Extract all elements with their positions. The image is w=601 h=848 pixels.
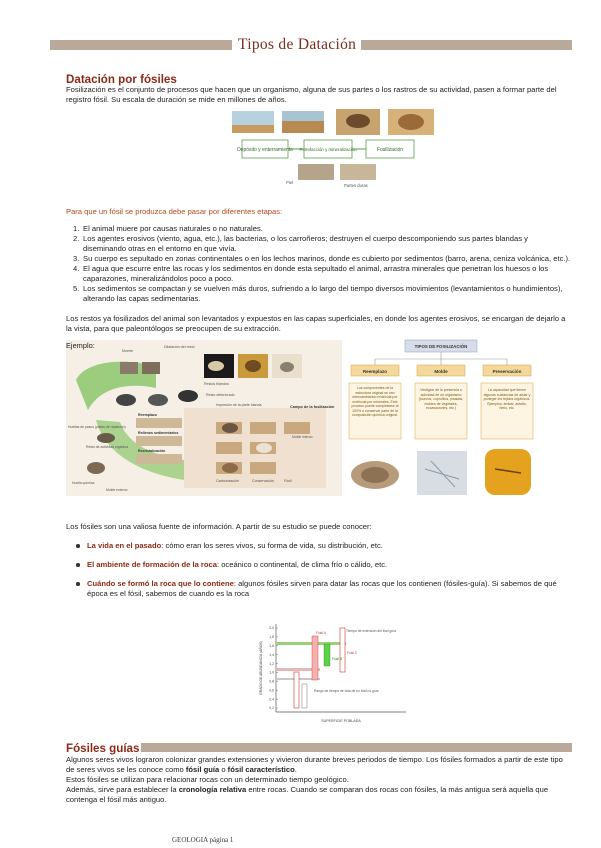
diagram-step-1: Depósito y enterramiento <box>237 147 293 153</box>
y-tick-label: 0,8 <box>269 679 274 684</box>
cycle-label: Conservación <box>252 479 274 483</box>
bullet-dot-icon <box>76 544 80 548</box>
info-bullet: La vida en el pasado: cómo eran los seres vivos, su forma de vida, su distribución, etc. <box>66 541 572 551</box>
cycle-label: Molde externo <box>106 488 128 492</box>
stage-item: 3. Su cuerpo es sepultado en zonas continentales o en los lechos marinos, donde es cubierto por sedimentos (barro, arena, ceniza volcánica, etc.). <box>73 254 571 264</box>
bullet-dot-icon <box>76 563 80 567</box>
info-bullet: El ambiente de formación de la roca: oceánico o continental, de clima frío o cálido, etc. <box>66 560 572 570</box>
y-tick-label: 1,8 <box>269 635 274 640</box>
chart-annotation: Fósil C <box>347 651 358 655</box>
header-band-right <box>361 40 572 50</box>
guide-paragraph-1: Algunos seres vivos lograron colonizar grandes extensiones y vivieron durante breves periodos de tiempo. Los fósiles formados a partir de este tipo de seres vivos se les conoce como fósil guía o fósil característico. <box>66 755 563 775</box>
types-col-desc: Los componentes de la estructura original se van intercambiando molécula por molécula por minerales. Este proceso puede completarse al 100% o conservar parte de la composición química original. <box>351 386 399 418</box>
cycle-label: Reemplazo <box>138 413 157 417</box>
fossil-range-bar <box>324 644 330 666</box>
diagram-label-b: Partes duras <box>344 183 368 188</box>
guide-fossil-chart <box>256 618 416 726</box>
section-band <box>141 743 572 752</box>
diagram-label-a: Piel <box>286 180 293 185</box>
y-tick-label: 1,2 <box>269 661 274 666</box>
y-tick-label: 0,6 <box>269 688 274 693</box>
page-title: Tipos de Datación <box>238 36 357 53</box>
types-col-name: Molde <box>434 369 448 374</box>
cycle-label: Restos blandos <box>204 382 229 386</box>
cycle-label: Rellenos sedimentarios <box>138 431 179 435</box>
stage-item: 2. Los agentes erosivos (viento, agua, etc.), las bacterias, o los carroñeros; destruyen el cuerpo descomponiendo sus partes blandas y diseminando otras en el entorno en que vivía. <box>73 234 528 254</box>
fossilization-cycle-figure <box>66 340 342 496</box>
types-col-desc: Vestigios de la presencia o actividad de un organismo (huevos, coprolitos, pisadas, moldes de vegetales, excavaciones, etc.) <box>418 388 464 411</box>
chart-annotation: Fósil B <box>332 657 343 661</box>
y-tick-label: 1,0 <box>269 670 274 675</box>
stage-item: 4. El agua que escurre entre las rocas y los sedimentos en donde esta sepultado el animal, arrastra minerales que penetran los huesos o los caparazones, mineralizándolos poco a poco. <box>73 264 549 284</box>
cycle-label: Campo de la fosilización <box>290 405 335 409</box>
cycle-label: Resto deteriorado <box>206 393 235 397</box>
types-col-desc: La capacidad que tienen algunas sustancias de aislar y proteger los tejidos orgánicos. Ejemplos: ámbar, asfalto, hielo, etc. <box>483 388 531 411</box>
stage-item: 1. El animal muere por causas naturales o no naturales. <box>73 224 263 233</box>
guide-fossils-text <box>66 755 572 805</box>
fossil-range-bar <box>312 636 318 680</box>
cycle-label: Carbonización <box>216 479 239 483</box>
cycle-label: Huellas de pasos (pistas de reptación) <box>68 425 126 429</box>
guide-paragraph-3: Además, sirve para establecer la cronología relativa entre rocas. Cuando se comparan dos rocas con fósiles, la más antigua será aquella que contenga el fósil más antiguo. <box>66 785 549 805</box>
fossil-range-bar <box>302 684 307 708</box>
cycle-label: Fósil <box>284 479 292 483</box>
example-label: Ejemplo: <box>66 341 95 350</box>
section-heading-guias: Fósiles guías <box>66 742 140 755</box>
chart-annotation: Fósil A <box>316 631 326 635</box>
info-bullets <box>66 541 572 608</box>
fossil-range-bar <box>294 672 299 708</box>
y-axis-label: GRADO DE ABUNDANCIA (AÑOS) <box>259 641 263 695</box>
bullet-dot-icon <box>76 582 80 586</box>
chart-annotation: Rango de tiempo de vida de un fósil no guía <box>314 689 379 693</box>
info-bullet: Cuándo se formó la roca que lo contiene: algunos fósiles sirven para datar las rocas que los contienen (fósiles-guía). Si sabemos de qué época es el fósil, sabemos de cuando es la roca <box>66 579 572 599</box>
y-tick-label: 0,4 <box>269 697 274 702</box>
fossil-range-bar <box>340 628 345 672</box>
cycle-label: Huella química <box>72 481 95 485</box>
diagram-step-2: Putrefacción y mineralización <box>299 147 357 152</box>
cycle-label: Molde interno <box>292 435 313 439</box>
info-intro: Los fósiles son una valiosa fuente de información. A partir de su estudio se puede conocer: <box>66 522 372 531</box>
guide-paragraph-2: Estos fósiles se utilizan para relacionar rocas con un determinado tiempo geológico. <box>66 775 349 785</box>
diagram-step-3: Fosilización <box>376 147 404 153</box>
x-axis-label: SUPERFICIE POBLADA <box>321 719 361 723</box>
chart-annotation: Tiempo de extensión del fósil guía <box>346 629 396 633</box>
types-title: TIPOS DE FOSILIZACIÓN <box>414 344 468 349</box>
stage-item: 5. Los sedimentos se compactan y se vuelven más duros, sufriendo a lo largo del tiempo diversos movimientos (levantamientos o hundimientos), alterando las capas sedimentarias. <box>73 284 563 304</box>
y-tick-label: 1,4 <box>269 652 274 657</box>
fossilization-process-diagram <box>226 107 442 199</box>
cycle-label: Dilatación del resto <box>164 345 195 349</box>
types-col-name: Preservación <box>492 369 522 374</box>
page-footer: GEOLOGIA página 1 <box>172 836 234 844</box>
stages-intro: Para que un fósil se produzca debe pasar por diferentes etapas: <box>66 207 283 216</box>
y-tick-label: 0,2 <box>269 706 274 711</box>
section-heading-datacion: Datación por fósiles <box>66 73 177 86</box>
remains-paragraph: Los restos ya fosilizados del animal son levantados y expuestos en las capas superficiales, en donde los agentes erosivos, se encargan de dejarlo a la vista, para que paleontólogos se preocupen de su extracción. <box>66 314 566 334</box>
cycle-label: Muerte <box>122 349 134 353</box>
intro-paragraph: Fosilización es el conjunto de procesos que hacen que un organismo, alguna de sus partes o los rastros de su actividad, pasen a formar parte del registro fósil. Su escala de duración se mide en millones de años. <box>66 85 557 105</box>
y-tick-label: 2,0 <box>269 626 274 631</box>
cycle-label: Resto de actividad orgánica <box>86 445 128 449</box>
header-band-left <box>50 40 232 50</box>
cycle-label: Impresión de la parte blanda <box>216 403 262 407</box>
stages-list <box>66 224 572 304</box>
fossilization-types-chart <box>345 339 537 499</box>
y-tick-label: 1,6 <box>269 643 274 648</box>
guide-band <box>276 642 346 645</box>
cycle-label: Recristalización <box>138 449 166 453</box>
types-col-name: Reemplazo <box>362 369 388 374</box>
